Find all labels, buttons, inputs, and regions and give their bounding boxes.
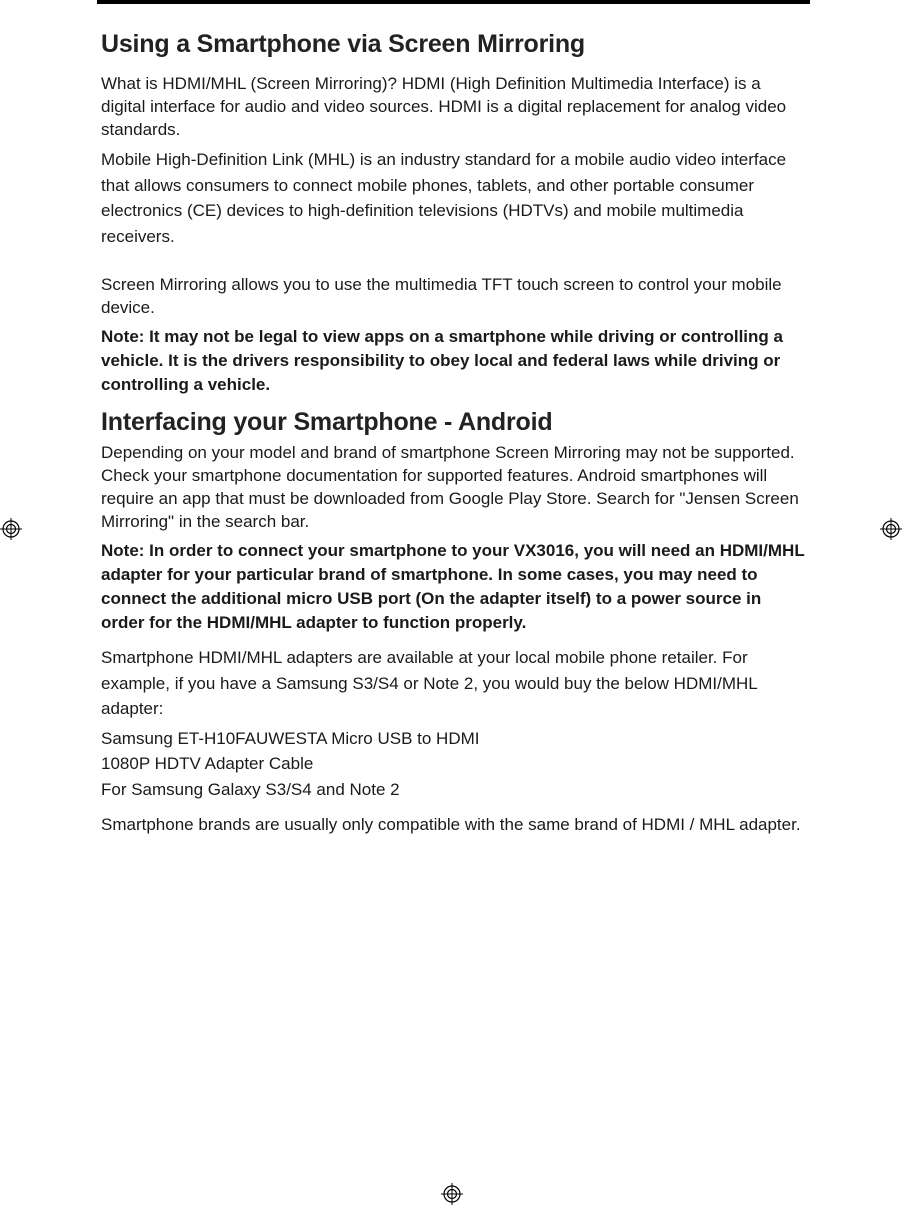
top-rule: [97, 0, 810, 4]
section-title-screen-mirroring: Using a Smartphone via Screen Mirroring: [101, 30, 585, 58]
screen-mirroring-description: Screen Mirroring allows you to use the multimedia TFT touch screen to control your mobile device.: [101, 275, 782, 317]
product-line: For Samsung Galaxy S3/S4 and Note 2: [101, 779, 400, 799]
brand-compatibility-paragraph: Smartphone brands are usually only compatible with the same brand of HDMI / MHL adapter.: [101, 815, 801, 834]
mhl-description: Mobile High-Definition Link (MHL) is an industry standard for a mobile audio video interface that allows consumers to connect mobile phones, tablets, and other portable consumer electronics (CE) devices to high-definition televisions (HDTVs) and mobile multimedia receivers.: [101, 150, 787, 246]
page-content: [101, 27, 807, 838]
adapter-requirement-note: Note: In order to connect your smartphone to your VX3016, you will need an HDMI/MHL adapter for your particular brand of smartphone. In some cases, you may need to connect the additional micro USB port (On the adapter itself) to a power source in order for the HDMI/MHL adapter to function properly.: [101, 541, 805, 632]
registration-mark-icon: [0, 518, 22, 540]
section-title-android: Interfacing your Smartphone - Android: [101, 408, 553, 436]
registration-mark-icon: [441, 1183, 463, 1205]
adapter-availability-paragraph: Smartphone HDMI/MHL adapters are available at your local mobile phone retailer. For example, if you have a Samsung S3/S4 or Note 2, you would buy the below HDMI/MHL adapter:: [101, 648, 758, 718]
driving-legal-note: Note: It may not be legal to view apps on a smartphone while driving or controlling a vehicle. It is the drivers responsibility to obey local and federal laws while driving or controlling a vehicle.: [101, 327, 783, 394]
product-line: Samsung ET-H10FAUWESTA Micro USB to HDMI: [101, 728, 480, 748]
product-info: [101, 726, 807, 803]
product-line: 1080P HDTV Adapter Cable: [101, 754, 314, 773]
registration-mark-icon: [880, 518, 902, 540]
android-support-paragraph: Depending on your model and brand of smartphone Screen Mirroring may not be supported. Check your smartphone documentation for supported features. Android smartphones will require an app that must be downloaded from Google Play Store. Search for "Jensen Screen Mirroring" in the search bar.: [101, 443, 799, 531]
hdmi-mhl-definition: What is HDMI/MHL (Screen Mirroring)? HDMI (High Definition Multimedia Interface) is a digital interface for audio and video sources. HDMI is a digital replacement for analog video standards.: [101, 74, 787, 139]
